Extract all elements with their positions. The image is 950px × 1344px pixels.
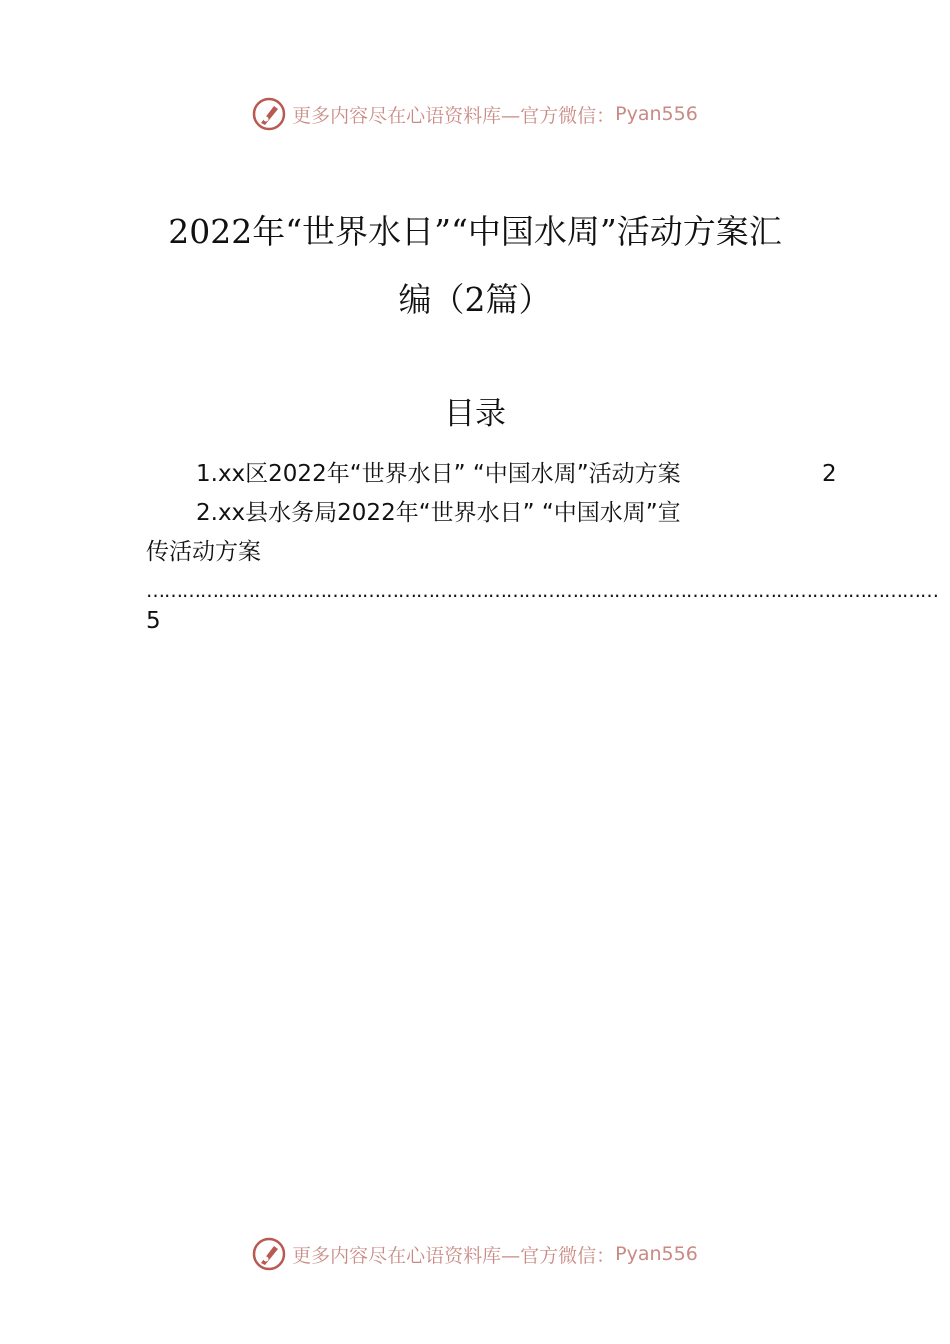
toc-entry-2-text-line-2[interactable]: 传活动方案 — [146, 539, 261, 565]
document-title-line-1: 2022年“世界水日”“中国水周”活动方案汇 — [168, 212, 782, 251]
toc-entry-2-text-line-1[interactable]: 2.xx县水务局2022年“世界水日” “中国水周”宣 — [196, 500, 681, 526]
watermark-footer — [0, 1236, 950, 1272]
toc-entry-2-dot-leader: …………………………………………………………………………………………………………………… — [146, 580, 938, 602]
pen-nib-logo-icon — [252, 97, 286, 131]
toc-entry-2-page[interactable]: 5 — [146, 608, 161, 634]
watermark-wechat-id: Pyan556 — [615, 1243, 698, 1265]
document-title-line-2: 编（2篇） — [398, 280, 552, 319]
toc-entry-1-page[interactable]: 2 — [822, 461, 837, 487]
watermark-text: 更多内容尽在心语资料库—官方微信： — [292, 1244, 616, 1267]
watermark-text: 更多内容尽在心语资料库—官方微信： — [292, 104, 616, 127]
toc-heading: 目录 — [444, 396, 506, 432]
pen-nib-logo-icon — [252, 1237, 286, 1271]
watermark-wechat-id: Pyan556 — [615, 103, 698, 125]
toc-entry-1-text[interactable]: 1.xx区2022年“世界水日” “中国水周”活动方案 — [196, 461, 681, 487]
watermark-header — [0, 96, 950, 132]
